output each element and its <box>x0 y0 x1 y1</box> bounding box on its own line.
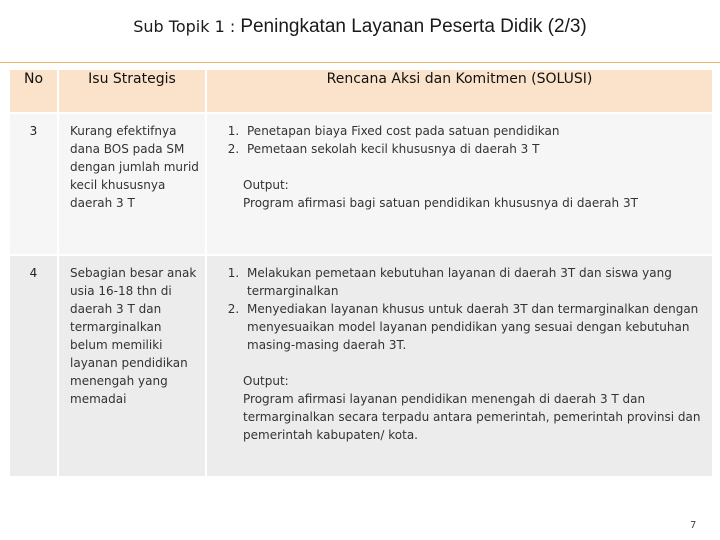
output-text: Program afirmasi bagi satuan pendidikan khususnya di daerah 3T <box>243 196 638 210</box>
table-row <box>10 113 712 255</box>
action-item: 2. Menyediakan layanan khusus untuk daerah 3T dan termarginalkan dengan menyesuaikan model layanan pendidikan yang sesuai dengan kebutuhan masing-masing daerah 3T. <box>243 300 706 354</box>
action-item: 1. Melakukan pemetaan kebutuhan layanan di daerah 3T dan siswa yang termarginalkan <box>243 264 706 300</box>
strategic-issue: Kurang efektifnya dana BOS pada SM dengan jumlah murid kecil khususnya daerah 3 T <box>58 113 206 255</box>
output-block <box>243 176 706 212</box>
row-number: 3 <box>10 113 58 255</box>
action-plan <box>206 255 712 476</box>
table-header-row <box>10 70 712 113</box>
slide-title-main: Peningkatan Layanan Peserta Didik (2/3) <box>240 16 587 37</box>
action-list <box>213 122 706 158</box>
table-row <box>10 255 712 476</box>
slide-title <box>0 16 720 38</box>
slide-title-lead: Sub Topik 1 : <box>133 17 241 36</box>
action-list <box>213 264 706 354</box>
row-number: 4 <box>10 255 58 476</box>
header-isu-strategis: Isu Strategis <box>58 70 206 113</box>
output-label: Output: <box>243 374 289 388</box>
output-block <box>243 372 706 444</box>
action-plan <box>206 113 712 255</box>
title-divider <box>0 62 720 63</box>
action-item: 2. Pemetaan sekolah kecil khususnya di daerah 3 T <box>243 140 706 158</box>
output-text: Program afirmasi layanan pendidikan menengah di daerah 3 T dan termarginalkan secara terpadu antara pemerintah, pemerintah provinsi dan pemerintah kabupaten/ kota. <box>243 392 701 442</box>
page-number: 7 <box>690 520 697 531</box>
header-no: No <box>10 70 58 113</box>
action-item: 1. Penetapan biaya Fixed cost pada satuan pendidikan <box>243 122 706 140</box>
strategic-issue: Sebagian besar anak usia 16-18 thn di daerah 3 T dan termarginalkan belum memiliki layanan pendidikan menengah yang memadai <box>58 255 206 476</box>
strategy-table <box>10 70 712 476</box>
header-rencana-aksi: Rencana Aksi dan Komitmen (SOLUSI) <box>206 70 712 113</box>
output-label: Output: <box>243 178 289 192</box>
